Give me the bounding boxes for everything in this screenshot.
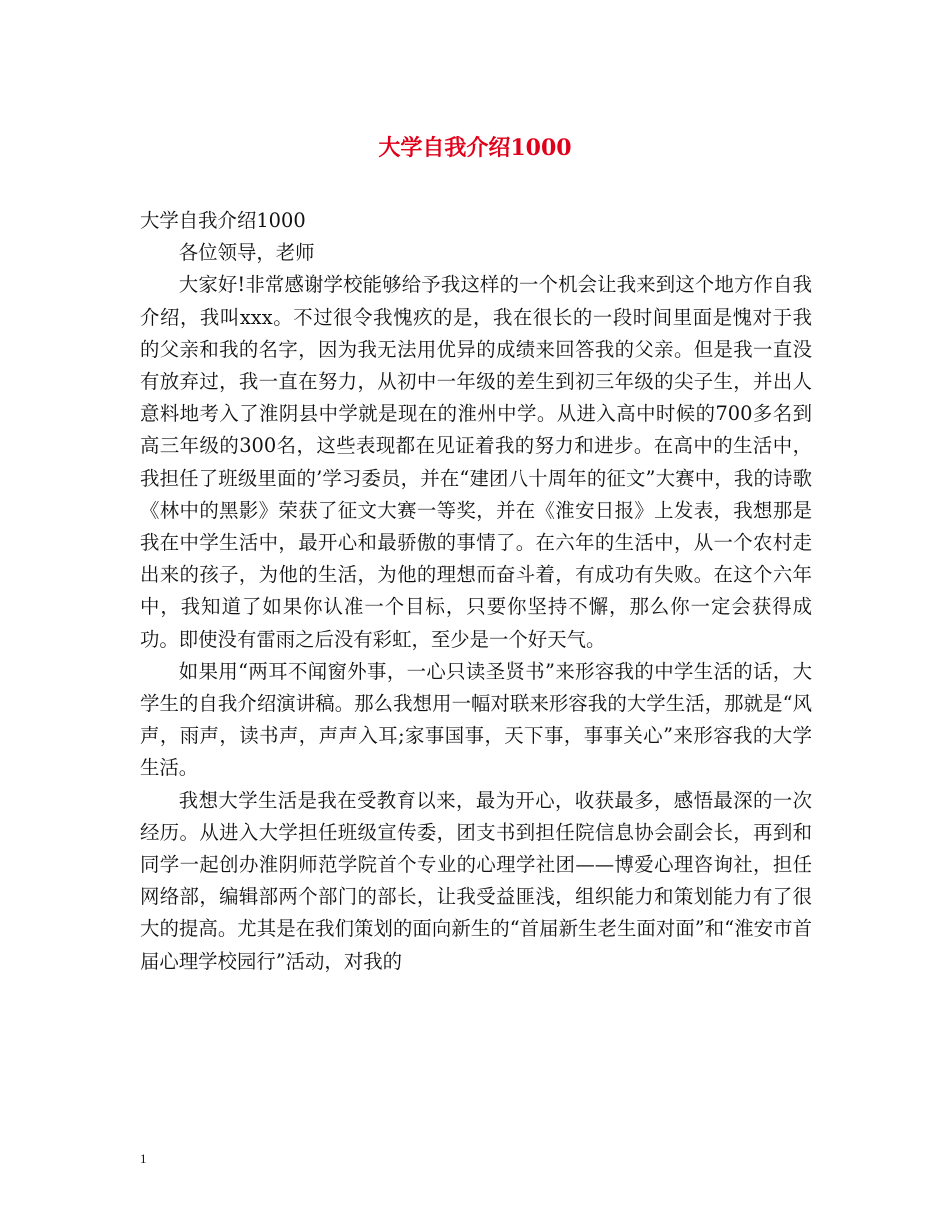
- document-body: [140, 205, 812, 978]
- greeting-line: 各位领导，老师: [178, 241, 315, 265]
- page-number: 1: [140, 1151, 147, 1166]
- paragraph-2: 如果用“两耳不闻窗外事，一心只读圣贤书”来形容我的中学生活的话，大学生的自我介绍演讲稿。那么我想用一幅对联来形容我的大学生活，那就是“风声，雨声，读书声，声声入耳;家事国事，天下事，事事关心”来形容我的大学生活。: [140, 659, 812, 780]
- paragraph-1: 大家好!非常感谢学校能够给予我这样的一个机会让我来到这个地方作自我介绍，我叫xxx。不过很令我愧疚的是，我在很长的一段时间里面是愧对于我的父亲和我的名字，因为我无法用优异的成绩来回答我的父亲。但是我一直没有放弃过，我一直在努力，从初中一年级的差生到初三年级的尖子生，并出人意料地考入了淮阴县中学就是现在的淮州中学。从进入高中时候的700多名到高三年级的300名，这些表现都在见证着我的努力和进步。在高中的生活中，我担任了班级里面的’学习委员，并在“建团八十周年的征文”大赛中，我的诗歌《林中的黑影》荣获了征文大赛一等奖，并在《淮安日报》上发表，我想那是我在中学生活中，最开心和最骄傲的事情了。在六年的生活中，从一个农村走出来的孩子，为他的生活，为他的理想而奋斗着，有成功有失败。在这个六年中，我知道了如果你认准一个目标，只要你坚持不懈，那么你一定会获得成功。即使没有雷雨之后没有彩虹，至少是一个好天气。: [140, 273, 812, 651]
- page-title: 大学自我介绍1000: [378, 135, 572, 161]
- document-subtitle: 大学自我介绍1000: [140, 209, 306, 232]
- paragraph-3: 我想大学生活是我在受教育以来，最为开心，收获最多，感悟最深的一次经历。从进入大学担任班级宣传委，团支书到担任院信息协会副会长，再到和同学一起创办淮阴师范学院首个专业的心理学社团——博爱心理咨询社，担任网络部，编辑部两个部门的部长，让我受益匪浅，组织能力和策划能力有了很大的提高。尤其是在我们策划的面向新生的“首届新生老生面对面”和“淮安市首届心理学校园行”活动，对我的: [140, 788, 812, 973]
